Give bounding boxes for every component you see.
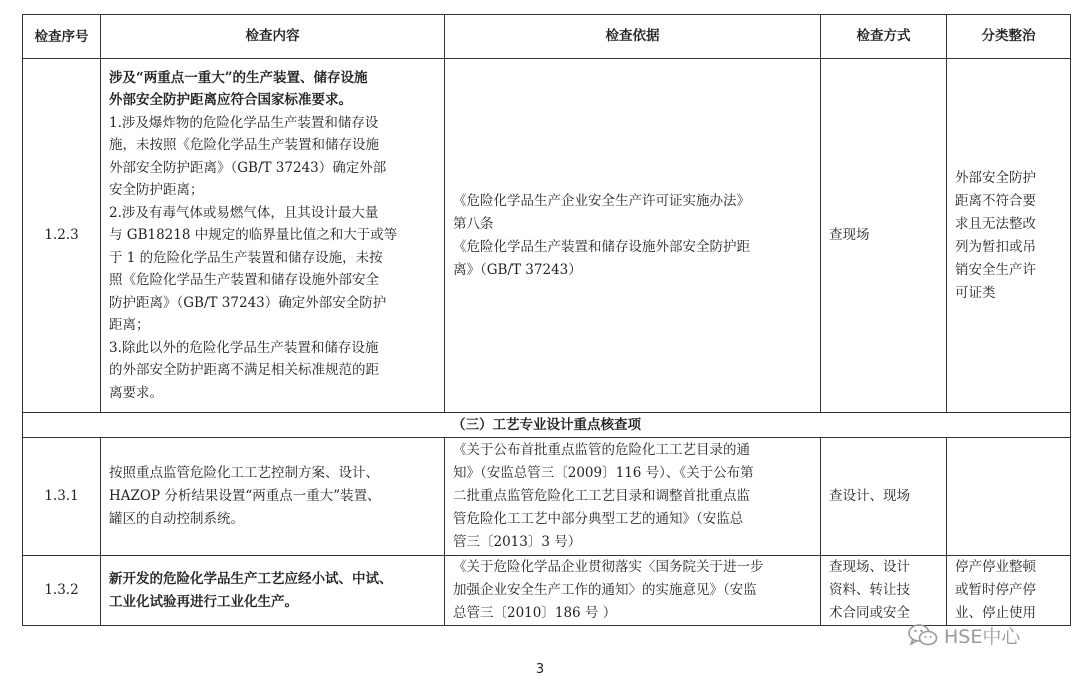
row-basis <box>445 438 821 556</box>
content-line: 3.除此以外的危险化学品生产装置和储存设施 <box>109 339 379 356</box>
row-rectify <box>947 59 1071 413</box>
basis-line: 管危险化工工艺中部分典型工艺的通知》（安监总 <box>453 511 744 527</box>
method-line: 资料、转让技 <box>829 582 910 598</box>
content-line: HAZOP 分析结果设置“两重点一重大”装置、 <box>109 488 381 504</box>
content-line: 安全防护距离； <box>109 182 204 199</box>
basis-line: 二批重点监管危险化工工艺目录和调整首批重点监 <box>453 488 750 504</box>
basis-line: 管三〔2013〕3 号） <box>453 534 582 550</box>
rectify-line: 销安全生产许 <box>955 261 1036 278</box>
content-line: 防护距离》（GB/T 37243）确定外部安全防护 <box>109 294 387 311</box>
table-row <box>23 59 1071 413</box>
content-line: 1.涉及爆炸物的危险化学品生产装置和储存设 <box>109 114 379 131</box>
row-content <box>101 438 445 556</box>
basis-line: 第八条 <box>453 215 494 232</box>
row-number: 1.3.2 <box>23 556 101 626</box>
rectify-line: 可证类 <box>955 284 996 301</box>
basis-line: 知》（安监总管三〔2009〕116 号）、《关于公布第 <box>453 465 754 481</box>
basis-line: 《关于公布首批重点监管的危险化工工艺目录的通 <box>453 442 750 458</box>
content-line: 外部安全防护距离》（GB/T 37243）确定外部 <box>109 159 387 176</box>
basis-line: 加强企业安全生产工作的通知〉的实施意见》（安监 <box>453 582 757 598</box>
content-lead-line: 新开发的危险化学品生产工艺应经小试、中试、 <box>109 570 393 587</box>
row-method <box>821 556 947 626</box>
basis-line: 总管三〔2010〕186 号 ） <box>453 605 617 621</box>
content-lead-line: 涉及“两重点一重大”的生产装置、储存设施 <box>109 69 368 86</box>
row-rectify <box>947 438 1071 556</box>
header-row <box>23 15 1071 59</box>
header-rectify: 分类整治 <box>947 15 1071 59</box>
content-lead-line: 外部安全防护距离应符合国家标准要求。 <box>109 92 352 109</box>
content-lead-line: 工业化试验再进行工业化生产。 <box>109 593 298 610</box>
wechat-icon <box>908 623 938 649</box>
content-line: 2.涉及有毒气体或易燃气体，且其设计最大量 <box>109 204 379 221</box>
row-basis <box>445 556 821 626</box>
header-method: 检查方式 <box>821 15 947 59</box>
basis-line: 《关于危险化学品企业贯彻落实〈国务院关于进一步 <box>453 559 764 575</box>
content-line: 距离； <box>109 317 150 334</box>
inspection-table <box>22 14 1071 626</box>
section-row <box>23 413 1071 438</box>
content-line: 于 1 的危险化学品生产装置和储存设施，未按 <box>109 249 383 266</box>
rectify-line: 或暂时停产停 <box>955 582 1036 598</box>
rectify-line: 列为暂扣或吊 <box>955 238 1036 255</box>
row-rectify <box>947 556 1071 626</box>
watermark <box>908 622 1020 649</box>
rectify-line: 外部安全防护 <box>955 169 1036 186</box>
method-line: 查现场、设计 <box>829 559 910 575</box>
watermark-text: HSE中心 <box>944 626 1021 648</box>
basis-line: 《危险化学品生产装置和储存设施外部安全防护距 <box>453 238 750 255</box>
rectify-line: 距离不符合要 <box>955 192 1036 209</box>
content-line: 按照重点监管危险化工工艺控制方案、设计、 <box>109 465 379 481</box>
row-content <box>101 556 445 626</box>
row-method: 查设计、现场 <box>821 438 947 556</box>
header-no-label: 检查序号 <box>34 28 89 45</box>
table-row <box>23 438 1071 556</box>
content-line: 施，未按照《危险化学品生产装置和储存设施 <box>109 137 379 154</box>
table-row <box>23 556 1071 626</box>
row-content <box>101 59 445 413</box>
header-basis: 检查依据 <box>445 15 821 59</box>
row-basis <box>445 59 821 413</box>
row-number: 1.3.1 <box>23 438 101 556</box>
content-line: 离要求。 <box>109 384 163 401</box>
row-number: 1.2.3 <box>23 59 101 413</box>
header-no <box>23 15 101 59</box>
rectify-line: 业、停止使用 <box>955 605 1036 621</box>
content-line: 照《危险化学品生产装置和储存设施外部安全 <box>109 272 379 289</box>
content-line: 与 GB18218 中规定的临界量比值之和大于或等 <box>109 227 398 244</box>
rectify-line: 求且无法整改 <box>955 215 1036 232</box>
content-line: 的外部安全防护距离不满足相关标准规范的距 <box>109 362 379 379</box>
basis-line: 《危险化学品生产企业安全生产许可证实施办法》 <box>453 192 750 209</box>
page-number: 3 <box>535 662 545 677</box>
method-line: 术合同或安全 <box>829 605 910 621</box>
header-content: 检查内容 <box>101 15 445 59</box>
basis-line: 离》（GB/T 37243） <box>453 261 582 278</box>
rectify-line: 停产停业整顿 <box>955 559 1036 575</box>
row-method: 查现场 <box>821 59 947 413</box>
content-line: 罐区的自动控制系统。 <box>109 511 244 527</box>
section-title: （三）工艺专业设计重点核查项 <box>23 413 1071 438</box>
